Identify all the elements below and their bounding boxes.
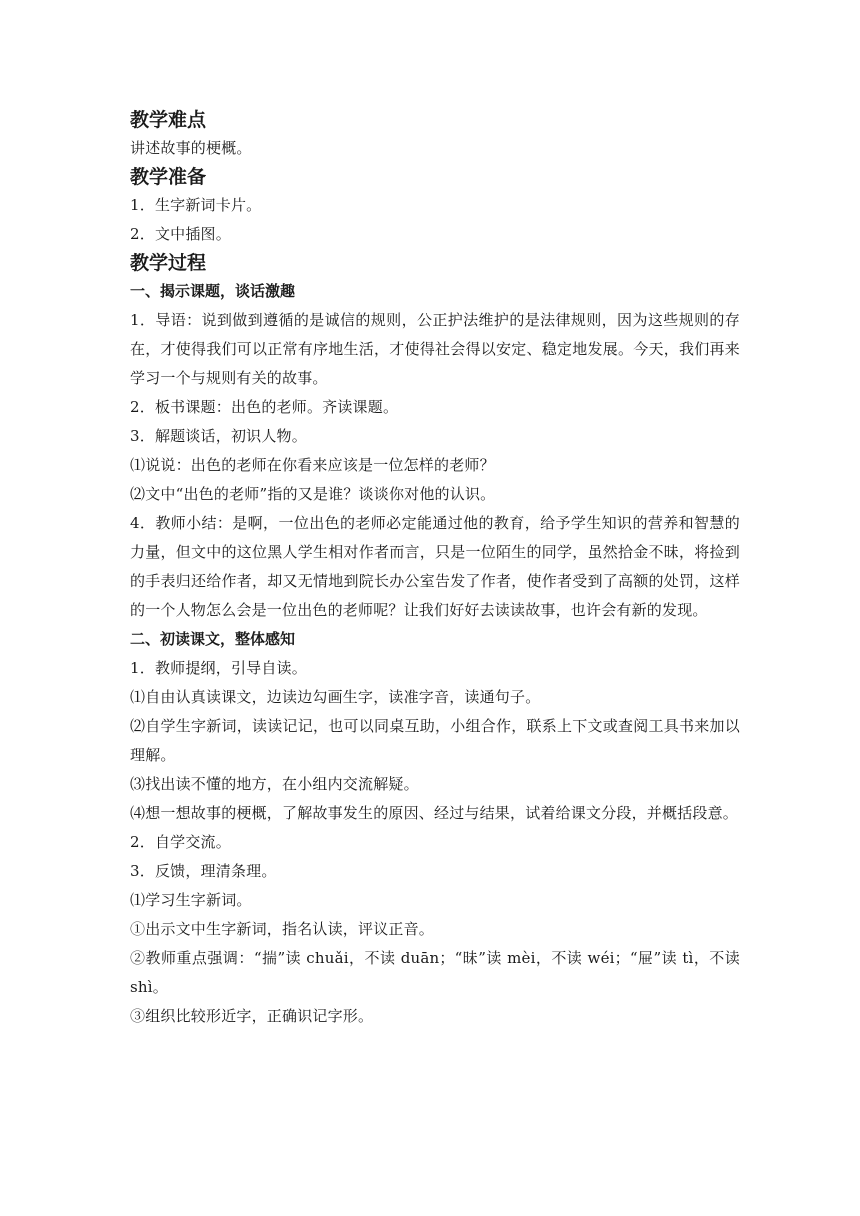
section-subheading: 二、初读课文，整体感知 bbox=[130, 630, 296, 648]
paragraph: ⑷想一想故事的梗概，了解故事发生的原因、经过与结果，试着给课文分段，并概括段意。 bbox=[130, 804, 739, 822]
paragraph: 讲述故事的梗概。 bbox=[130, 139, 252, 157]
paragraph: ⑶找出读不懂的地方，在小组内交流解疑。 bbox=[130, 775, 419, 793]
paragraph: ①出示文中生字新词，指名认读，评议正音。 bbox=[130, 920, 435, 938]
document-page bbox=[130, 106, 740, 1031]
paragraph: 1．导语：说到做到遵循的是诚信的规则，公正护法维护的是法律规则，因为这些规则的存在，才使得我们可以正常有序地生活，才使得社会得以安定、稳定地发展。今天，我们再来学习一个与规则有关的故事。 bbox=[130, 311, 740, 387]
section-subheading: 一、揭示课题，谈话激趣 bbox=[130, 282, 296, 300]
paragraph: 2．板书课题：出色的老师。齐读课题。 bbox=[130, 398, 399, 416]
section-heading: 教学过程 bbox=[130, 252, 207, 274]
paragraph: 3．解题谈话，初识人物。 bbox=[130, 427, 307, 445]
section-heading: 教学难点 bbox=[130, 109, 207, 131]
paragraph: ②教师重点强调：“揣”读 chuǎi，不读 duān；“昧”读 mèi，不读 wéi；“屉”读 tì，不读 shì。 bbox=[130, 949, 740, 996]
paragraph: ⑴说说：出色的老师在你看来应该是一位怎样的老师？ bbox=[130, 456, 495, 474]
section-heading: 教学准备 bbox=[130, 166, 207, 188]
paragraph: 2．文中插图。 bbox=[130, 225, 231, 243]
paragraph: ⑴自由认真读课文，边读边勾画生字，读准字音，读通句子。 bbox=[130, 688, 541, 706]
paragraph: ③组织比较形近字，正确识记字形。 bbox=[130, 1007, 374, 1025]
paragraph: 1．生字新词卡片。 bbox=[130, 196, 262, 214]
paragraph: 4．教师小结：是啊，一位出色的老师必定能通过他的教育，给予学生知识的营养和智慧的力量，但文中的这位黑人学生相对作者而言，只是一位陌生的同学，虽然拾金不昧，将捡到的手表归还给作者，却又无情地到院长办公室告发了作者，使作者受到了高额的处罚，这样的一个人物怎么会是一位出色的老师呢？让我们好好去读读故事，也许会有新的发现。 bbox=[130, 514, 740, 619]
paragraph: 3．反馈，理清条理。 bbox=[130, 862, 277, 880]
paragraph: 1．教师提纲，引导自读。 bbox=[130, 659, 307, 677]
paragraph: ⑴学习生字新词。 bbox=[130, 891, 252, 909]
paragraph: ⑵自学生字新词，读读记记，也可以同桌互助，小组合作，联系上下文或查阅工具书来加以理解。 bbox=[130, 717, 740, 764]
paragraph: ⑵文中“出色的老师”指的又是谁？谈谈你对他的认识。 bbox=[130, 485, 496, 503]
paragraph: 2．自学交流。 bbox=[130, 833, 231, 851]
